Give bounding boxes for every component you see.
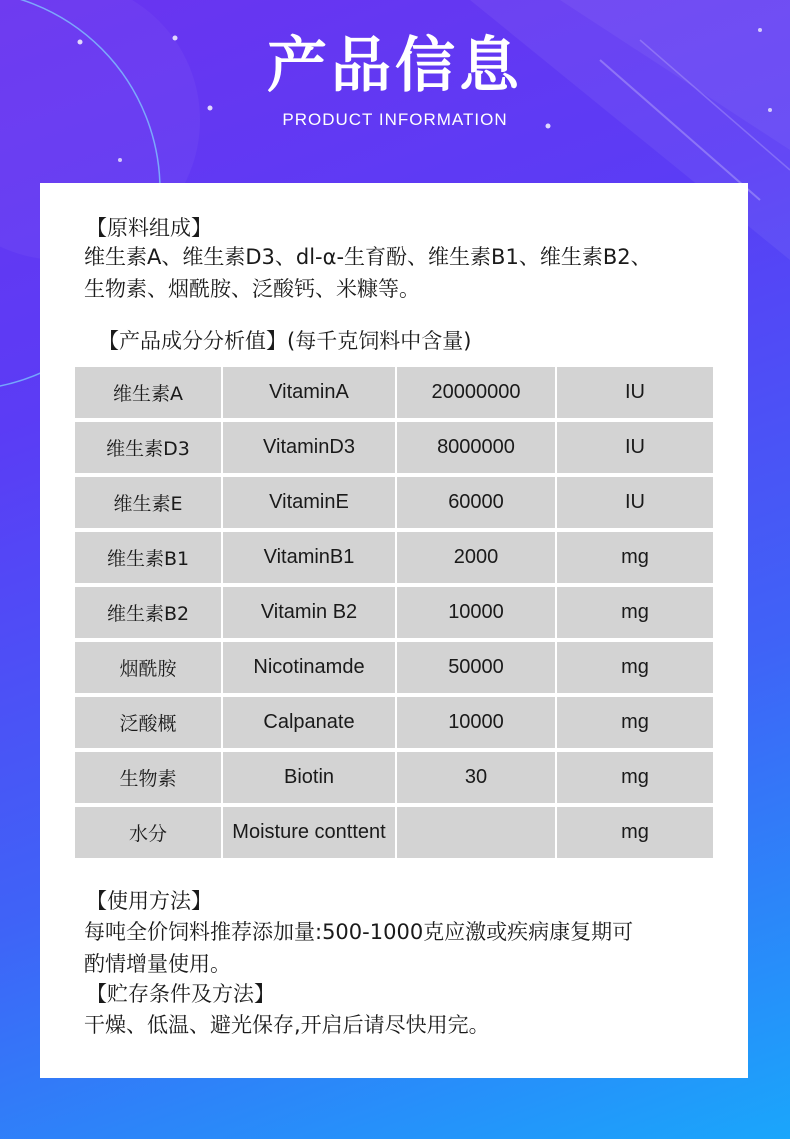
nutrient-unit: IU xyxy=(557,422,713,473)
nutrient-name-cn: 维生素B1 xyxy=(75,532,221,583)
table-row xyxy=(75,752,713,803)
nutrient-unit: mg xyxy=(557,642,713,693)
nutrient-value: 20000000 xyxy=(397,367,555,418)
table-row xyxy=(75,642,713,693)
nutrient-value: 2000 xyxy=(397,532,555,583)
nutrient-name-cn: 水分 xyxy=(75,807,221,858)
nutrient-unit: mg xyxy=(557,532,713,583)
nutrient-name-en: VitaminB1 xyxy=(223,532,395,583)
composition-heading: 【原料组成】 xyxy=(86,216,212,240)
nutrient-name-en: VitaminE xyxy=(223,477,395,528)
analysis-table xyxy=(73,363,715,862)
nutrient-value: 50000 xyxy=(397,642,555,693)
usage-line-1: 每吨全价饲料推荐添加量:500-1000克应激或疾病康复期可 xyxy=(84,920,634,944)
table-row xyxy=(75,477,713,528)
nutrient-name-en: Calpanate xyxy=(223,697,395,748)
table-row xyxy=(75,807,713,858)
table-row xyxy=(75,532,713,583)
nutrient-unit: IU xyxy=(557,477,713,528)
nutrient-name-cn: 生物素 xyxy=(75,752,221,803)
storage-heading: 【贮存条件及方法】 xyxy=(86,982,275,1006)
composition-line-2: 生物素、烟酰胺、泛酸钙、米糠等。 xyxy=(84,277,420,301)
nutrient-unit: mg xyxy=(557,807,713,858)
nutrient-value: 10000 xyxy=(397,697,555,748)
usage-line-2: 酌情增量使用。 xyxy=(84,952,231,976)
nutrient-unit: mg xyxy=(557,587,713,638)
nutrient-name-en: Moisture conttent xyxy=(223,807,395,858)
table-row xyxy=(75,587,713,638)
nutrient-unit: IU xyxy=(557,367,713,418)
table-row xyxy=(75,422,713,473)
nutrient-unit: mg xyxy=(557,752,713,803)
nutrient-value: 60000 xyxy=(397,477,555,528)
nutrient-unit: mg xyxy=(557,697,713,748)
nutrient-name-cn: 维生素D3 xyxy=(75,422,221,473)
nutrient-value: 30 xyxy=(397,752,555,803)
table-row xyxy=(75,367,713,418)
nutrient-name-cn: 泛酸概 xyxy=(75,697,221,748)
page-title: 产品信息 xyxy=(267,31,523,101)
nutrient-value: 10000 xyxy=(397,587,555,638)
nutrient-name-cn: 维生素A xyxy=(75,367,221,418)
nutrient-name-en: Vitamin B2 xyxy=(223,587,395,638)
nutrient-name-cn: 维生素B2 xyxy=(75,587,221,638)
composition-line-1: 维生素A、维生素D3、dl-α-生育酚、维生素B1、维生素B2、 xyxy=(84,245,652,269)
storage-line-1: 干燥、低温、避光保存,开启后请尽快用完。 xyxy=(84,1013,490,1037)
nutrient-name-en: VitaminD3 xyxy=(223,422,395,473)
page-subtitle: PRODUCT INFORMATION xyxy=(282,110,508,129)
nutrient-name-en: Biotin xyxy=(223,752,395,803)
nutrient-value: 8000000 xyxy=(397,422,555,473)
nutrient-name-cn: 维生素E xyxy=(75,477,221,528)
nutrient-name-en: Nicotinamde xyxy=(223,642,395,693)
info-card xyxy=(40,183,748,1078)
nutrient-name-cn: 烟酰胺 xyxy=(75,642,221,693)
nutrient-name-en: VitaminA xyxy=(223,367,395,418)
nutrient-value xyxy=(397,807,555,858)
table-row xyxy=(75,697,713,748)
analysis-heading: 【产品成分分析值】(每千克饲料中含量) xyxy=(98,329,472,353)
usage-heading: 【使用方法】 xyxy=(86,889,212,913)
